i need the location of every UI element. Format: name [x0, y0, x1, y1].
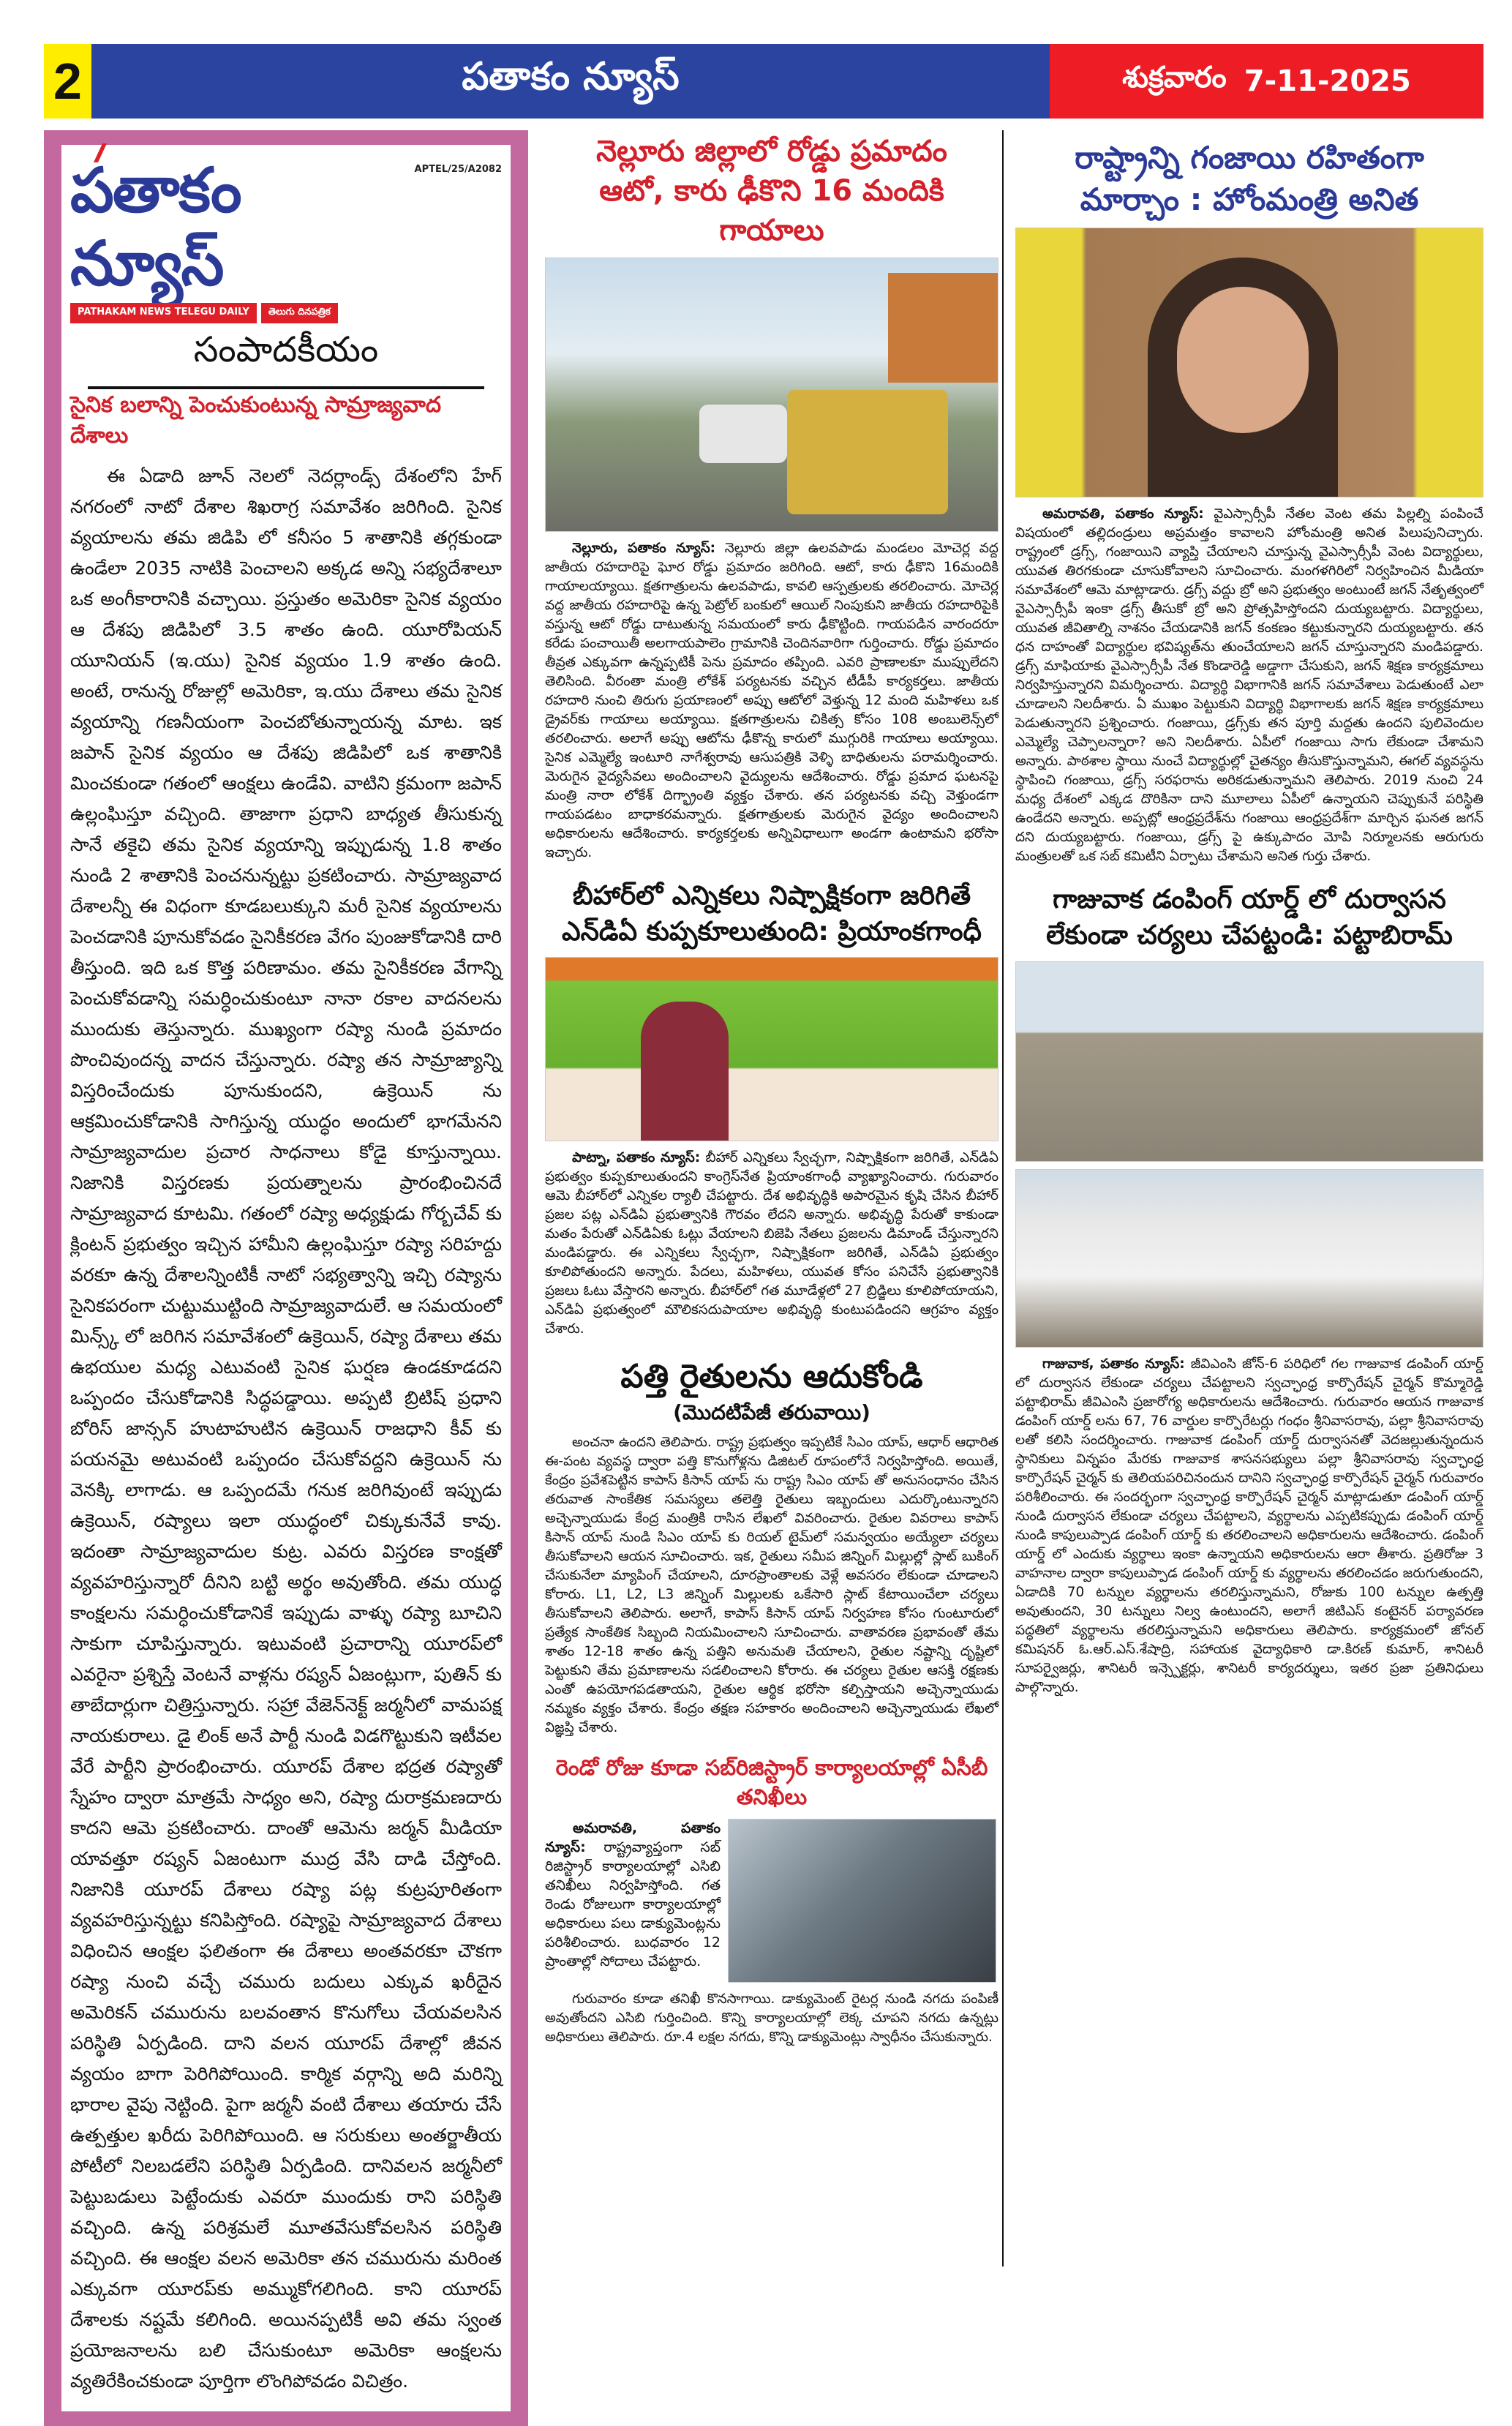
dateline: అమరావతి, పతాకం న్యూస్:: [1042, 506, 1204, 522]
registration-number: APTEL/25/A2082: [414, 164, 502, 175]
home-minister-photo: [1015, 228, 1483, 497]
editorial-frame: [44, 130, 528, 2426]
date-banner: [1050, 44, 1483, 119]
dateline: పాట్నా, పతాకం న్యూస్:: [572, 1150, 701, 1166]
logo-tagline-en: PATHAKAM NEWS TELEGU DAILY: [70, 303, 257, 323]
page-number: 2: [44, 44, 91, 119]
acb-body-bottom: గురువారం కూడా తనిఖీ కొనసాగాయి. డాక్యుమెంట్ రైటర్ల నుండి నగదు పంపిణీ అవుతోందని ఎసిబి గుర్తించింది. కొన్ని కార్యాలయాల్లో లెక్క చూపని నగదు ఉన్నట్లు అధికారులు తెలిపారు. రూ.4 లక్షల నగదు, కొన్ని డాక్యుమెంట్లు స్వాధీనం చేసుకున్నారు.: [545, 1991, 998, 2045]
editorial-body: ఈ ఏడాది జూన్ నెలలో నెదర్లాండ్స్ దేశంలోని హేగ్ నగరంలో నాటో దేశాల శిఖరాగ్ర సమావేశం జరిగింది. సైనిక వ్యయాలను తమ జిడిపి లో కనీసం 5 శాతానికి తగ్గకుండా ఉండేలా 2035 నాటికి పెంచాలని అక్కడ అన్ని సభ్యదేశాలూ ఒక అంగీకారానికి వచ్చాయి. ప్రస్తుతం అమెరికా సైనిక వ్యయం ఆ దేశపు జిడిపిలో 3.5 శాతం ఉంది. యూరోపియన్ యూనియన్ (ఇ.యు) సైనిక వ్యయం 1.9 శాతం ఉంది. అంటే, రానున్న రోజుల్లో అమెరికా, ఇ.యు దేశాలు తమ సైనిక వ్యయాన్ని గణనీయంగా పెంచబోతున్నాయన్న మాట. ఇక జపాన్ సైనిక వ్యయం ఆ దేశపు జిడిపిలో ఒక శాతానికి మించకుండా గతంలో ఆంక్షలు ఉండేవి. వాటిని క్రమంగా జపాన్ ఉల్లంఘిస్తూ వచ్చింది. తాజాగా ప్రధాని బాధ్యత తీసుకున్న సానే తకైచి తమ సైనిక వ్యయాన్ని ఇప్పుడున్న 1.8 శాతం నుండి 2 శాతానికి పెంచనున్నట్టు ప్రకటించారు. సామ్రాజ్యవాద దేశాలన్నీ ఈ విధంగా కూడబలుక్కుని మరీ సైనిక వ్యయాలను పెంచడానికి పూనుకోవడం సైనికీకరణ వేగం పుంజుకోడానికి దారి తీస్తుంది. ఇది ఒక కొత్త పరిణామం. తమ సైనికీకరణ వేగాన్ని పెంచుకోవడాన్ని సమర్ధించుకుంటూ నానా రకాల వాదనలను ముందుకు తెస్తున్నారు. ముఖ్యంగా రష్యా నుండి ప్రమాదం పొంచివుందన్న వాదన చేస్తున్నారు. రష్యా తన సామ్రాజ్యాన్ని విస్తరించేందుకు పూనుకుందని, ఉక్రెయిన్ ను ఆక్రమించుకోడానికి సాగిస్తున్న యుద్ధం అందులో భాగమేనని సామ్రాజ్యవాదుల ప్రచార సాధనాలు కోడై కూస్తున్నాయి. నిజానికి విస్తరణకు ప్రయత్నాలను ప్రారంభించినదే సామ్రాజ్యవాద కూటమి. గతంలో రష్యా అధ్యక్షుడు గోర్బచేవ్ కు క్లింటన్ ప్రభుత్వం ఇచ్చిన హామీని ఉల్లంఘిస్తూ రష్యా సరిహద్దు వరకూ ఉన్న దేశాలన్నింటికీ నాటో సభ్యత్వాన్ని ఇచ్చి రష్యాను సైనికపరంగా చుట్టుముట్టింది సామ్రాజ్యవాదులే. ఆ సమయంలో మిన్స్క్ లో జరిగిన సమావేశంలో ఉక్రెయిన్, రష్యా దేశాలు తమ ఉభయుల మధ్య ఎటువంటి సైనిక ఘర్షణ ఉండకూడదని ఒప్పందం చేసుకోడానికి సిద్ధపడ్డాయి. అప్పటి బ్రిటిష్ ప్రధాని బోరిస్ జాన్సన్ హుటాహుటిన ఉక్రెయిన్ రాజధాని కీవ్ కు పయనమై అటువంటి ఒప్పందం చేసుకోవద్దని ఉక్రెయిన్ ను వెనక్కి లాగాడు. ఆ ఒప్పందమే గనుక జరిగివుంటే ఇప్పుడు ఉక్రెయిన్, రష్యాలు ఇలా యుద్ధంలో చిక్కుకునేవే కావు. ఇదంతా సామ్రాజ్యవాదుల కుట్ర. ఎవరు విస్తరణ కాంక్షతో వ్యవహరిస్తున్నారో దీనిని బట్టి అర్థం అవుతోంది. తమ యుద్ధ కాంక్షలను సమర్ధించుకోడానికే ఇప్పుడు వాళ్ళు రష్యా బూచిని సాకుగా చూపిస్తున్నారు. ఇటువంటి ప్రచారాన్ని యూరప్‌లో ఎవరైనా ప్రశ్నిస్తే వెంటనే వాళ్లను రష్యన్ ఏజంట్లుగా, పుతిన్ కు తాబేదార్లుగా చిత్రిస్తున్నారు. సహ్రా వేజెన్‌నెక్ట్ జర్మనీలో వామపక్ష నాయకురాలు. డై లింక్ అనే పార్టీ నుండి విడగొట్టుకుని ఇటీవల వేరే పార్టీని ప్రారంభించారు. యూరప్ దేశాల భద్రత రష్యాతో స్నేహం ద్వారా మాత్రమే సాధ్యం అని, రష్యా దురాక్రమణదారు కాదని ఆమె ప్రకటించారు. దాంతో ఆమెను జర్మన్ మీడియా యావత్తూ రష్యన్ ఏజంటుగా ముద్ర వేసి దాడి చేస్తోంది. నిజానికి యూరప్ దేశాలు రష్యా పట్ల కుట్రపూరితంగా వ్యవహరిస్తున్నట్టు కనిపిస్తోంది. రష్యాపై సామ్రాజ్యవాద దేశాలు విధించిన ఆంక్షల ఫలితంగా ఈ దేశాలు అంతవరకూ చౌకగా రష్యా నుంచి వచ్చే చమురు బదులు ఎక్కువ ఖరీదైన అమెరికన్ చమురును బలవంతాన కొనుగోలు చేయవలసిన పరిస్థితి ఏర్పడింది. దాని వలన యూరప్ దేశాల్లో జీవన వ్యయం బాగా పెరిగిపోయింది. కార్మిక వర్గాన్ని అది మరిన్ని భారాల వైపు నెట్టింది. పైగా జర్మనీ వంటి దేశాలు తయారు చేసే ఉత్పత్తుల ఖరీదు పెరిగిపోయింది. ఆ సరుకులు అంతర్జాతీయ పోటీలో నిలబడలేని పరిస్థితి ఏర్పడింది. దానివలన జర్మనీలో పెట్టుబడులు పెట్టేందుకు ఎవరూ ముందుకు రాని పరిస్థితి వచ్చింది. ఉన్న పరిశ్రమలే మూతవేసుకోవలసిన పరిస్థితి వచ్చింది. ఈ ఆంక్షల వలన అమెరికా తన చమురును మరింత ఎక్కువగా యూరప్‌కు అమ్ముకోగలిగింది. కాని యూరప్ దేశాలకు నష్టమే కలిగింది. అయినప్పటికీ అవి తమ స్వంత ప్రయోజనాలను బలి చేసుకుంటూ అమెరికా ఆంక్షలను వ్యతిరేకించకుండా పూర్తిగా లొంగిపోవడం విచిత్రం.: [70, 465, 503, 2392]
weekday: శుక్రవారం: [1122, 61, 1227, 94]
issue-date: 7-11-2025: [1244, 64, 1411, 98]
logo-text: పతాకం న్యూస్: [70, 154, 241, 299]
article-text: నెల్లూరు జిల్లా ఉలవపాడు మండలం మోచెర్ల వద్ద జాతీయ రహదారిపై ఘోర రోడ్డు ప్రమాదం జరిగింది. ఆటో, కారు ఢీకొని 16మందికి గాయాలయ్యాయి. క్షతగాత్రులను ఉలవపాడు, కావలి ఆస్పత్రులకు తరలించారు. మోచెర్ల వద్ద జాతీయ రహదారిపై ఉన్న పెట్రోల్ బంకులో ఆయిల్ నింపుకుని జాతీయ రహదారిపైకి వస్తున్న ఆటో రోడ్డు దాటుతున్న సమయంలో కారు ఢీకొట్టింది. గాయపడిన వారందరూ కరేడు పంచాయితీ అలగాయపాలెం గ్రామానికి చెందినవారిగా గుర్తించారు. రోడ్డు ప్రమాదం తీవ్రత ఎక్కువగా ఉన్నప్పటికీ పెను ప్రమాదం తప్పింది. ఎవరి ప్రాణాలకూ ముప్పులేదని తెలిసింది. వీరంతా మంత్రి లోకేశ్ పర్యటనకు వచ్చిన టీడీపీ కార్యకర్తలు. జాతీయ రహదారి నుంచి తిరుగు ప్రయాణంలో అప్పు ఆటోలో వెళ్తున్న 12 మంది మహిళలు ఒక డ్రైవర్‌కు గాయాలు అయ్యాయి. క్షతగాత్రులను చికిత్స కోసం 108 అంబులెన్స్‌లో తరలించారు. అలాగే అప్పు ఆటోను ఢీకొన్న కారులో ముగ్గురికి గాయాలు అయ్యాయి. సైనిక ఎమ్మెల్యే ఇంటూరి నాగేశ్వరావు ఆసుపత్రికి వెళ్ళి బాధితులను పరామర్శించారు. మెరుగైన వైద్యసేవలు అందించాలని వైద్యులను ఆదేశించారు. రోడ్డు ప్రమాద ఘటనపై మంత్రి నారా లోకేశ్ దిగ్భ్రాంతి వ్యక్తం చేశారు. తన పర్యటనకు వచ్చి వెళ్తుండగా గాయపడటం బాధాకరమన్నారు. క్షతగాత్రులకు మెరుగైన వైద్యం అందించాలని అధికారులను ఆదేశించారు. కార్యకర్తలకు అన్నివిధాలుగా అండగా ఉంటామని భరోసా ఇచ్చారు.: [545, 541, 998, 860]
headline-line: ఆటో, కారు ఢీకొని 16 మందికి గాయాలు: [599, 174, 944, 247]
masthead-logo: [70, 149, 502, 323]
cotton-body: అంచనా ఉందని తెలిపారు. రాష్ట్ర ప్రభుత్వం ఇప్పటికే సిఎం యాప్, ఆధార్ ఆధారిత ఈ-పంట వ్యవస్థ ద్వారా పత్తి కొనుగోళ్లను డిజిటల్ రూపంలోనే నిర్వహిస్తోంది. అయితే, కేంద్రం ప్రవేశపెట్టిన కాపాస్ కిసాన్ యాప్ ను రాష్ట్ర సిఎం యాప్ తో అనుసంధానం చేసిన తరువాత సాంకేతిక సమస్యలు తలెత్తి రైతులు ఇబ్బందులు ఎదుర్కొంటున్నారని అచ్చెన్నాయుడు కేంద్ర మంత్రికి రాసిన లేఖలో వివరించారు. రైతుల వివరాలు కాపాస్ కిసాన్ యాప్ నుండి సిఎం యాప్ కు రియల్ టైమ్‌లో సమన్వయం అయ్యేలా చర్యలు తీసుకోవాలని ఆయన సూచించారు. ఇక, రైతులు సమీప జిన్నింగ్ మిల్లుల్లో స్లాట్ బుకింగ్ చేసుకునేలా మ్యాపింగ్ చేయాలని, దూరప్రాంతాలకు వెళ్లే అవసరం లేకుండా చూడాలని కోరారు. L1, L2, L3 జిన్నింగ్ మిల్లులకు ఒకేసారి స్లాట్ కేటాయించేలా చర్యలు తీసుకోవాలని తెలిపారు. అలాగే, కాపాస్ కిసాన్ యాప్ నిర్వహణ కోసం గుంటూరులో ప్రత్యేక సాంకేతిక సిబ్బంది నియమించాలని సూచించారు. వాతావరణ ప్రభావంతో తేమ శాతం 12-18 శాతం ఉన్న పత్తిని అనుమతి చేయాలని, రైతుల నష్టాన్ని దృష్టిలో పెట్టుకుని తేమ ప్రమాణాలను సడలించాలని కోరారు. ఈ చర్యలు రైతుల ఆసక్తి రక్షణకు ఎంతో ఉపయోగపడతాయని, రైతుల ఆర్థిక భరోసా కల్పిస్తాయని అచ్చెన్నాయుడు నమ్మకం వ్యక్తం చేశారు. కేంద్రం తక్షణ సహకారం అందించాలని అచ్చెన్నాయుడు లేఖలో విజ్ఞప్తి చేశారు.: [545, 1435, 998, 1736]
article-text: జీవిఎంసి జోన్-6 పరిధిలో గల గాజువాక డంపింగ్ యార్డ్ లో దుర్వాసన లేకుండా చర్యలు చేపట్టాలని స్వచ్ఛాంధ్ర కార్పొరేషన్ చైర్మన్ కొమ్మారెడ్డి పట్టాభిరామ్ జీవిఎంసి ప్రజారోగ్య అధికారులను ఆదేశించారు. గురువారం ఆయన గాజువాక డంపింగ్ యార్డ్ లను 67, 76 వార్డుల కార్పొరేటర్లు గంధం శ్రీనివాసరావు, పల్లా శ్రీనివాసరావు లతో కలిసి సందర్శించారు. గాజువాక డంపింగ్ యార్డ్ దుర్వాసనతో వెదజల్లుతున్నందున స్థానికులు విన్నపం మేరకు గాజువాక శాసనసభ్యులు పల్లా శ్రీనివాసరావు స్వచ్ఛాంధ్ర కార్పొరేషన్ చైర్మన్ కు తెలియపరిచినందున దానిని స్వచ్ఛాంధ్ర కార్పొరేషన్ చైర్మన్ గురువారం పరిశీలించారు. ఈ సందర్భంగా స్వచ్ఛాంధ్ర కార్పొరేషన్ చైర్మన్ మాట్లాడుతూ డంపింగ్ యార్డ్ నుండి దుర్వాసన లేకుండా చర్యలు చేపట్టాలని, వ్యర్థాలను ఎప్పటికప్పుడు డంపింగ్ యార్డ్ నుండి కాపులుప్పాడ డంపింగ్ యార్డ్ కు తరలించాలని అధికారులను ఆదేశించారు. డంపింగ్ యార్డ్ లో ఎందుకు వ్యర్థాలు ఇంకా ఉన్నాయని అధికారులను ఆరా తీశారు. ప్రతిరోజు 3 వాహనాల ద్వారా కాపులుప్పాడ డంపింగ్ యార్డ్ కు వ్యర్థాలను తరలించడం జరుగుతుందని, ఏడాదికి 70 టన్నుల వ్యర్థాలను తరలిస్తున్నామని, రోజుకు 100 టన్నుల ఉత్పత్తి అవుతుందని, 30 టన్నులు నిల్వ ఉంటుందని, అలాగే జిటిఎస్ కంటైనర్ పర్యావరణ పద్ధతిలో వ్యర్థాలను తరలిస్తున్నామని అధికారులు తెలిపారు. కార్యక్రమంలో జోనల్ కమిషనర్ ఓ.ఆర్.ఎస్.శేషాద్రి, సహాయక వైద్యాధికారి డా.కిరణ్ కుమార్, శానిటరీ సూపర్వైజర్లు, శానిటరీ ఇన్స్పెక్టర్లు, శానిటరీ కార్యదర్శులు, ఇతర ప్రజా ప్రతినిధులు పాల్గొన్నారు.: [1015, 1356, 1483, 1695]
article-text: బీహార్ ఎన్నికలు స్వేచ్ఛగా, నిష్పాక్షికంగా జరిగితే, ఎన్‌డిఏ ప్రభుత్వం కుప్పకూలుతుందని కాంగ్రెస్‌నేత ప్రియాంకగాంధీ వ్యాఖ్యానించారు. గురువారం ఆమె బీహార్‌లో ఎన్నికల ర్యాలీ చేపట్టారు. దేశ అభివృద్ధికి అపారమైన కృషి చేసిన బీహార్ ప్రజల పట్ల ఎన్‌డిఏ ప్రభుత్వానికి గౌరవం లేదని అన్నారు. అభివృద్ధి పేరుతో కాకుండా మతం పేరుతో ఎన్‌డిఏకు ఓట్లు వేయాలని బిజెపి నేతలు ప్రజలను డిమాండ్ చేస్తున్నారని మండిపడ్డారు. ఈ ఎన్నికలు స్వేచ్ఛగా, నిష్పాక్షికంగా జరిగితే, ఎన్‌డిఏ ప్రభుత్వం కూలిపోతుందని అన్నారు. పేదలు, మహిళలు, యువత కోసం పనిచేసే ప్రభుత్వానికి ప్రజలు ఓటు వేస్తారని అన్నారు. బీహార్‌లో గత మూడేళ్లలో 27 బ్రిడ్జిలు కూలిపోయాయని, ఎన్‌డిఏ ప్రభుత్వంలో మౌలికసదుపాయాల అభివృద్ధి కుంటుపడిందని ఆగ్రహం వ్యక్తం చేశారు.: [545, 1150, 998, 1337]
accident-photo: [545, 258, 998, 532]
dumping-yard-photo-2: [1015, 1169, 1483, 1348]
headline-line: మార్చాం : హోంమంత్రి అనిత: [1080, 181, 1419, 217]
logo-tagline-te: తెలుగు దినపత్రిక: [261, 303, 338, 323]
anitha-body: [1015, 505, 1483, 866]
rally-photo: [545, 957, 998, 1141]
gajuwaka-body: [1015, 1355, 1483, 1697]
column-divider: [1002, 130, 1004, 2267]
headline-line: గాజువాక డంపింగ్ యార్డ్ లో దుర్వాసన: [1053, 885, 1446, 915]
editorial-panel: [61, 145, 511, 2411]
headline-line: పత్తి రైతులను ఆదుకోండి: [620, 1358, 923, 1396]
headline-line: రాష్ట్రాన్ని గంజాయి రహితంగా: [1075, 140, 1424, 176]
headline-line: బీహార్‌లో ఎన్నికలు నిష్పాక్షికంగా జరిగితే: [572, 881, 971, 911]
priyanka-body: [545, 1149, 998, 1339]
acb-headline: రెండో రోజు కూడా సబ్‌రిజిస్ట్రార్ కార్యాలయాల్లో ఏసీబీ తనిఖీలు: [555, 1755, 988, 1809]
subheadline: (మొదటిపేజీ తరువాయి): [673, 1400, 870, 1424]
acb-body-side: [545, 1819, 721, 1971]
headline-line: లేకుండా చర్యలు చేపట్టండి: పట్టాబిరామ్: [1046, 920, 1453, 950]
middle-column: [545, 132, 998, 2047]
nellore-body: [545, 539, 998, 863]
editorial-headline: సైనిక బలాన్ని పెంచుకుంటున్న సామ్రాజ్యవాద దేశాలు: [70, 392, 442, 448]
dateline: అమరావతి, పతాకం న్యూస్:: [545, 1820, 721, 1855]
anitha-headline: [1015, 138, 1483, 220]
section-title: సంపాదకీయం: [193, 329, 379, 370]
article-text: వైఎస్సార్సీపీ నేతల వెంట తమ పిల్లల్ని పంపించే విషయంలో తల్లిదండ్రులు అప్రమత్తం కావాలని హోంమంత్రి అనిత పిలుపునిచ్చారు. రాష్ట్రంలో డ్రగ్స్, గంజాయిని వ్యాప్తి చేయాలని చూస్తున్న వైఎస్సార్సీపీ వెంట విద్యార్థులు, యువత తిరగకుండా చూసుకోవాలని సూచించారు. మంగళగిరిలో నిర్వహించిన మీడియా సమావేశంలో ఆమె మాట్లాడారు. డ్రగ్స్ వద్దు బ్రో అని ప్రభుత్వం అంటుంటే జగన్ నేతృత్వంలో వైఎస్సార్సీపీ ఇంకా డ్రగ్స్ తీసుకో బ్రో అని ప్రోత్సహిస్తోందని దుయ్యబట్టారు. విద్యార్థులు, యువత జీవితాల్ని నాశనం చేయడానికి జగన్ కంకణం కట్టుకున్నారని దుయ్యబట్టారు. తన ధన దాహంతో విద్యార్థుల భవిష్యత్‌ను తుంచేయాలని జగన్ చూస్తున్నారని మండిపడ్డారు. డ్రగ్స్ మాఫియాకు వైఎస్సార్సీపీ నేత కొండారెడ్డి అడ్డాగా చేసుకుని, జగన్ శిక్షణ కార్యక్రమాలు నిర్వహిస్తున్నారని విమర్శించారు. విద్యార్థి విభాగానికి జగన్ సమావేశాలు పెడుతుంటే ఎలా చూడాలని నిలదీశారు. ఏ ముఖం పెట్టుకుని విద్యార్థి విభాగాలకు జగన్ శిక్షణ కార్యక్రమాలు పెడుతున్నారని ప్రశ్నించారు. గంజాయి, డ్రగ్స్‌కు తన పూర్తి మద్దతు ఉందని పులివెందుల ఎమ్మెల్యే చెప్పాలన్నారా? అని నిలదీశారు. ఏపీలో గంజాయి సాగు లేకుండా చేశామని అన్నారు. పాఠశాల స్థాయి నుంచే విద్యార్థుల్లో చైతన్యం తీసుకొస్తున్నామని, ఈగల్ వ్యవస్థను స్థాపించి గంజాయి, డ్రగ్స్ సరఫరాను అరికడుతున్నామని తెలిపారు. 2019 నుంచి 24 మధ్య దేశంలో ఎక్కడ దొరికినా దాని మూలాలు ఏపీలో ఉన్నాయని చెప్పుకునే పరిస్థితి ఉండేదని అన్నారు. అప్పట్లో ఆంధ్రప్రదేశ్‌ను గంజాయి ఆంధ్రప్రదేశ్‌గా మార్చిన ఘనత జగన్ దని దుయ్యబట్టారు. గంజాయి, డ్రగ్స్ పై ఉక్కుపాదం మోపి నిర్మూలనకు ఆరుగురు మంత్రులతో ఒక సబ్ కమిటీని ఏర్పాటు చేశామని అనిత గుర్తు చేశారు.: [1015, 506, 1483, 865]
acb-office-photo: [728, 1819, 996, 1983]
dumping-yard-photo-1: [1015, 961, 1483, 1162]
priyanka-headline: [545, 879, 998, 950]
nellore-headline: [545, 132, 998, 250]
dateline: గాజువాక, పతాకం న్యూస్:: [1042, 1356, 1185, 1372]
divider: [88, 386, 484, 389]
cotton-headline: [545, 1355, 998, 1426]
gajuwaka-headline: [1015, 882, 1483, 953]
article-text: రాష్ట్రవ్యాప్తంగా సబ్ రిజిస్ట్రార్ కార్యాలయాల్లో ఎసిబి తనిఖీలు నిర్వహిస్తోంది. గత రెండు రోజులుగా కార్యాలయాల్లో అధికారులు పలు డాక్యుమెంట్లను పరిశీలించారు. బుధవారం 12 ప్రాంతాల్లో సోదాలు చేపట్టారు.: [545, 1839, 721, 1969]
paper-name-banner: పతాకం న్యూస్: [91, 44, 1050, 119]
acb-story: [545, 1819, 998, 1983]
headline-line: ఎన్‌డిఏ కుప్పకూలుతుంది: ప్రియాంకగాంధీ: [562, 916, 982, 947]
right-column: [1015, 138, 1483, 1697]
dateline: నెల్లూరు, పతాకం న్యూస్:: [572, 541, 716, 556]
headline-line: నెల్లూరు జిల్లాలో రోడ్డు ప్రమాదం: [596, 135, 947, 168]
